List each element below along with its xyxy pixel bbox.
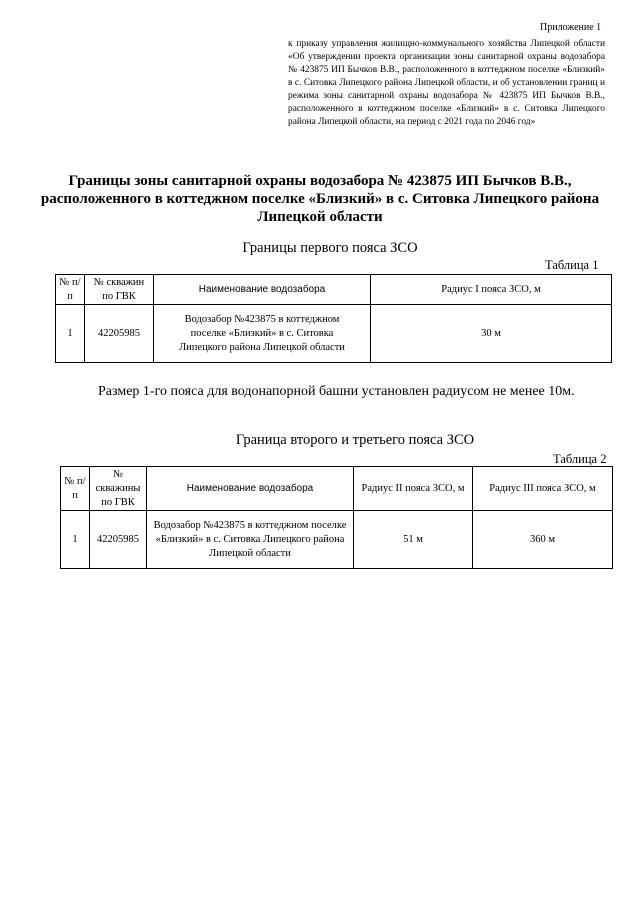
table-header-row [56,275,612,305]
table-cell: Водозабор №423875 в коттеджном поселке «Близкий» в с. Ситовка Липецкого района Липецкой области [147,511,354,569]
table-cell: 51 м [354,511,473,569]
table-cell: 42205985 [85,305,154,363]
table-header-cell: Наименование водозабора [147,467,354,511]
table-cell: 1 [61,511,90,569]
table-header-cell: № скважины по ГВК [90,467,147,511]
table1-subtitle: Границы первого пояса ЗСО [242,240,418,256]
table-header-cell: Радиус II пояса ЗСО, м [354,467,473,511]
body-paragraph: Размер 1-го пояса для водонапорной башни установлен радиусом не менее 10м. [98,384,575,399]
document-title: Границы зоны санитарной охраны водозабора № 423875 ИП Бычков В.В., расположенного в коттеджном поселке «Близкий» в с. Ситовка Липецкого района Липецкой области [40,173,600,225]
appendix-label: Приложение 1 [540,22,602,33]
table-cell: Водозабор №423875 в коттеджном поселке «Близкий» в с. Ситовка Липецкого района Липецкой области [154,305,371,363]
table-header-cell: № п/п [56,275,85,305]
table-row [61,511,613,569]
table2 [60,466,613,569]
table1-label: Таблица 1 [545,258,599,272]
table-cell: 1 [56,305,85,363]
table-header-cell: Радиус III пояса ЗСО, м [473,467,613,511]
table-header-cell: № п/п [61,467,90,511]
table1 [55,274,612,363]
table-header-row [61,467,613,511]
table-cell: 30 м [371,305,612,363]
table2-label: Таблица 2 [553,452,607,466]
table-row [56,305,612,363]
table-header-cell: Радиус I пояса ЗСО, м [371,275,612,305]
table-cell: 42205985 [90,511,147,569]
order-reference-note: к приказу управления жилищно-коммунального хозяйства Липецкой области «Об утверждении проекта организации зоны санитарной охраны водозабора № 423875 ИП Бычков В.В., расположенного в коттеджном поселке «Близкий» в с. Ситовка Липецкого района Липецкой области, и об установлении границ и режима зоны санитарной охраны водозабора № 423875 ИП Бычков В.В., расположенного в коттеджном поселке «Близкий» в с. Ситовка Липецкого района Липецкой области, на период с 2021 года по 2046 год» [288,39,605,127]
table2-subtitle: Граница второго и третьего пояса ЗСО [235,432,475,448]
table-cell: 360 м [473,511,613,569]
table-header-cell: № скважин по ГВК [85,275,154,305]
table-header-cell: Наименование водозабора [154,275,371,305]
